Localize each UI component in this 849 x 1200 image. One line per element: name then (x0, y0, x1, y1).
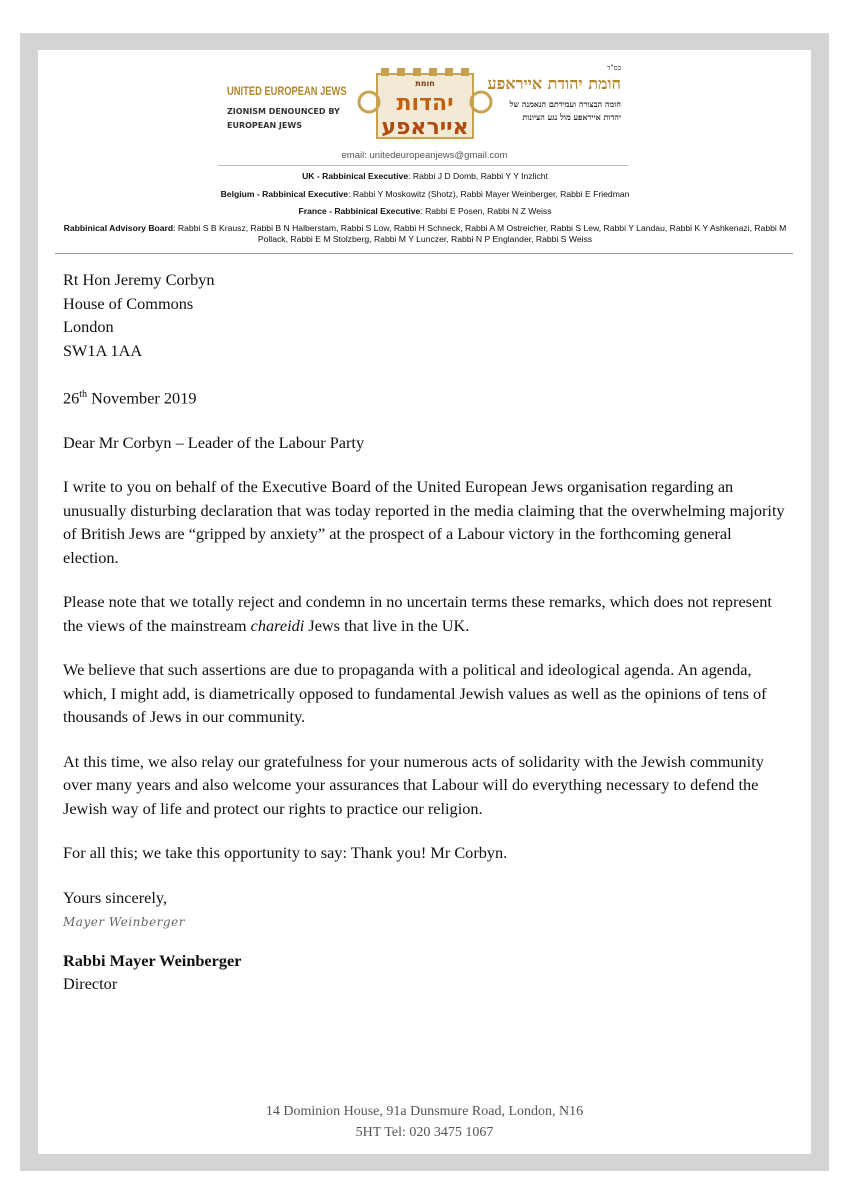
board-names: : Rabbi J D Domb, Rabbi Y Y Inzlicht (408, 171, 548, 181)
signer-title: Director (63, 974, 118, 994)
board-label: UK - Rabbinical Executive (302, 171, 409, 181)
emphasis: chareidi (250, 615, 305, 635)
footer-address (0, 1101, 849, 1143)
hebrew-subtitle-1: חומה הבצורה ועמידתם הנאמנה של (509, 99, 621, 109)
logo-text-middle: יהדות (396, 91, 454, 116)
signer-name: Rabbi Mayer Weinberger (63, 950, 242, 970)
footer-line: 14 Dominion House, 91a Dunsmure Road, London, N16 (265, 1104, 584, 1119)
org-name: UNITED EUROPEAN JEWS (227, 84, 347, 98)
address-line: SW1A 1AA (63, 340, 143, 360)
board-label: France - Rabbinical Executive (298, 206, 421, 216)
date-day: 26 (63, 388, 80, 408)
board-names: : Rabbi E Posen, Rabbi N Z Weiss (420, 206, 552, 216)
paragraph-3: We believe that such assertions are due to propaganda with a political and ideological agenda. An agenda, which, I might add, is diametrically opposed to fundamental Jewish values as well as the opinions of tens of thousands of Jews in our community. (63, 660, 767, 727)
org-header-english (227, 80, 352, 133)
letter-body (63, 268, 789, 996)
contact-email: email: unitedeuropeanjews@gmail.com (341, 150, 508, 161)
address-line: House of Commons (63, 293, 194, 313)
board-label: Rabbinical Advisory Board (63, 222, 174, 233)
handwritten-signature: Mayer Weinberger (63, 915, 185, 930)
board-france (60, 205, 790, 218)
divider (55, 253, 793, 254)
paragraph-2 (63, 590, 789, 637)
board-uk (60, 170, 790, 183)
text: Please note that we totally reject and condemn in no uncertain terms these remarks, which does not represent the views of the mainstream (63, 592, 772, 635)
board-names: : Rabbi Y Moskowitz (Shotz), Rabbi Mayer Weinberger, Rabbi E Friedman (348, 188, 630, 199)
footer-line: 5HT Tel: 020 3475 1067 (355, 1125, 494, 1140)
salutation: Dear Mr Corbyn – Leader of the Labour Party (63, 432, 365, 452)
org-logo (355, 66, 495, 142)
address-line: London (63, 317, 114, 336)
paragraph-4: At this time, we also relay our gratefulness for your numerous acts of solidarity with the Jewish community over many years and also welcome your assurances that Labour will do everything necessary to defend the Jewish way of life and protect our rights to practice our religion. (63, 751, 764, 818)
hebrew-subtitle-2: יהדות אייראפע מול נגע הציונות (522, 112, 621, 122)
date-suffix: th (79, 389, 88, 400)
board-advisory (60, 223, 790, 245)
date-rest: November 2019 (87, 388, 197, 408)
tagline-1: ZIONISM DENOUNCED BY (227, 107, 340, 116)
rabbinical-board (60, 170, 790, 250)
letter-date (63, 383, 789, 410)
paragraph-5: For all this; we take this opportunity to say: Thank you! Mr Corbyn. (63, 843, 508, 863)
address-line: Rt Hon Jeremy Corbyn (63, 270, 215, 289)
logo-text-top: חומת (415, 79, 435, 88)
paragraph-1: I write to you on behalf of the Executive Board of the United European Jews organisation regarding an unusually disturbing declaration that was today reported in the media claiming that the overwhelming majority of British Jews are “gripped by anxiety” at the prospect of a Labour victory in the forthcoming general election. (63, 477, 785, 567)
board-belgium (60, 188, 790, 201)
hebrew-bsd: בס"ד (607, 64, 621, 72)
closing: Yours sincerely, (63, 887, 168, 907)
logo-text-bottom: אייראפע (381, 115, 469, 140)
board-label: Belgium - Rabbinical Executive (220, 188, 349, 199)
org-header-hebrew (488, 64, 621, 124)
divider (218, 165, 628, 166)
text: Jews that live in the UK. (304, 615, 470, 635)
board-names: : Rabbi S B Krausz, Rabbi B N Halberstam, Rabbi S Low, Rabbi H Schneck, Rabbi A M Ostreicher, Rabbi S Lew, Rabbi Y Landau, Rabbi K Y Ashkenazi, Rabbi M Pollack, Rabbi E M Stolzberg, Rabbi M Y Lunczer, Rabbi N P Englander, Rabbi S Weiss (173, 222, 787, 244)
hebrew-title: חומת יהודת אייראפע (487, 74, 621, 93)
tagline-2: EUROPEAN JEWS (227, 121, 302, 130)
recipient-address (63, 268, 789, 362)
